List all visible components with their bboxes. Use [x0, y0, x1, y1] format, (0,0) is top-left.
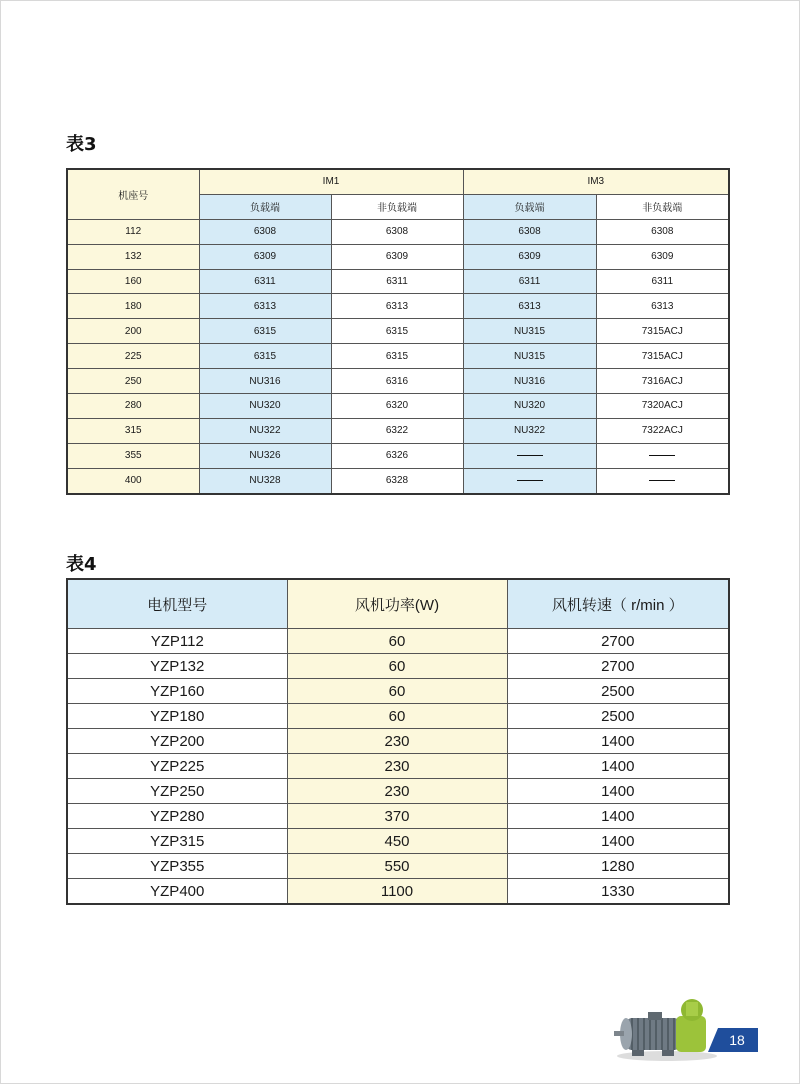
table-row — [67, 704, 729, 729]
table-cell: 6311 — [331, 269, 463, 294]
table-cell: 6309 — [199, 244, 331, 269]
dash-mark — [517, 455, 543, 456]
table-cell: NU316 — [199, 369, 331, 394]
table-cell: YZP280 — [67, 804, 287, 829]
table-row — [67, 394, 729, 419]
header-im1-nonload: 非负载端 — [331, 194, 463, 219]
table-cell: 7316ACJ — [596, 369, 729, 394]
table4-title: 表4 — [66, 554, 97, 575]
table-row — [67, 729, 729, 754]
table-cell: 6328 — [331, 468, 463, 493]
table-cell: 2500 — [507, 704, 729, 729]
table-cell: 370 — [287, 804, 507, 829]
table-cell: 6315 — [199, 319, 331, 344]
table-cell: 1400 — [507, 829, 729, 854]
table-cell: NU320 — [463, 394, 596, 419]
table-row — [67, 679, 729, 704]
table-cell: 550 — [287, 854, 507, 879]
table-row — [67, 854, 729, 879]
table-cell: 315 — [67, 418, 199, 443]
table-cell: 6313 — [199, 294, 331, 319]
table-cell: 225 — [67, 344, 199, 369]
table-cell: 60 — [287, 629, 507, 654]
table-cell: YZP315 — [67, 829, 287, 854]
table-cell: 6315 — [331, 344, 463, 369]
table-cell: 450 — [287, 829, 507, 854]
table-cell: YZP200 — [67, 729, 287, 754]
table-cell: 1400 — [507, 729, 729, 754]
page-number: 18 — [729, 1032, 745, 1048]
table-cell: 250 — [67, 369, 199, 394]
table-cell — [596, 443, 729, 468]
table-cell: NU315 — [463, 344, 596, 369]
table-cell: 6308 — [199, 219, 331, 244]
table-row — [67, 779, 729, 804]
table-cell: 1100 — [287, 879, 507, 905]
table-cell: 6309 — [596, 244, 729, 269]
table-row — [67, 319, 729, 344]
table-cell: 6326 — [331, 443, 463, 468]
table-cell: YZP160 — [67, 679, 287, 704]
header-im3-load: 负载端 — [463, 194, 596, 219]
table-cell: 2700 — [507, 654, 729, 679]
table-row — [67, 418, 729, 443]
table-row — [67, 244, 729, 269]
table-cell: 6315 — [199, 344, 331, 369]
table-cell: 2500 — [507, 679, 729, 704]
table-cell: 60 — [287, 704, 507, 729]
table-row — [67, 829, 729, 854]
header-im3-nonload: 非负载端 — [596, 194, 729, 219]
dash-mark — [517, 480, 543, 481]
table-cell: YZP180 — [67, 704, 287, 729]
table-cell: 6311 — [596, 269, 729, 294]
table-cell: 200 — [67, 319, 199, 344]
header-im3: IM3 — [463, 169, 729, 194]
table-cell: NU326 — [199, 443, 331, 468]
table-cell: 230 — [287, 729, 507, 754]
table-cell: 7315ACJ — [596, 344, 729, 369]
table-cell: NU322 — [463, 418, 596, 443]
table-cell: 6311 — [463, 269, 596, 294]
table-cell: 1400 — [507, 779, 729, 804]
table4 — [66, 578, 730, 905]
table-cell: 6309 — [331, 244, 463, 269]
table-row — [67, 344, 729, 369]
table-cell: NU316 — [463, 369, 596, 394]
header-im1-load: 负载端 — [199, 194, 331, 219]
table-cell: 280 — [67, 394, 199, 419]
table-cell: YZP400 — [67, 879, 287, 905]
table-cell: 1400 — [507, 754, 729, 779]
header-frame: 机座号 — [67, 169, 199, 219]
dash-mark — [649, 480, 675, 481]
table-row — [67, 443, 729, 468]
table-cell: 132 — [67, 244, 199, 269]
table-cell: 6315 — [331, 319, 463, 344]
table-cell: 230 — [287, 754, 507, 779]
header-im1: IM1 — [199, 169, 463, 194]
table-cell: 7320ACJ — [596, 394, 729, 419]
table-cell: 6308 — [596, 219, 729, 244]
table-cell: YZP250 — [67, 779, 287, 804]
table-row — [67, 654, 729, 679]
table-cell: YZP132 — [67, 654, 287, 679]
table-cell: 6308 — [463, 219, 596, 244]
header-fan-speed: 风机转速（ r/min ） — [507, 579, 729, 629]
header-fan-power: 风机功率(W) — [287, 579, 507, 629]
table-cell: 2700 — [507, 629, 729, 654]
header-model: 电机型号 — [67, 579, 287, 629]
table-cell: 6313 — [463, 294, 596, 319]
table-cell: 60 — [287, 679, 507, 704]
table-cell: NU320 — [199, 394, 331, 419]
table-cell: 7322ACJ — [596, 418, 729, 443]
table-cell: 112 — [67, 219, 199, 244]
table-cell: 6313 — [331, 294, 463, 319]
table-cell: 6322 — [331, 418, 463, 443]
table-cell: NU315 — [463, 319, 596, 344]
table-cell: 6311 — [199, 269, 331, 294]
table-row — [67, 754, 729, 779]
table-cell: 1400 — [507, 804, 729, 829]
table-cell — [463, 468, 596, 493]
table-row — [67, 629, 729, 654]
table-cell: 355 — [67, 443, 199, 468]
table-row — [67, 269, 729, 294]
table-row — [67, 879, 729, 905]
table-cell: NU322 — [199, 418, 331, 443]
table-row — [67, 294, 729, 319]
table3 — [66, 168, 730, 495]
table-cell: 6316 — [331, 369, 463, 394]
table-cell: YZP225 — [67, 754, 287, 779]
table-cell: 1280 — [507, 854, 729, 879]
table3-title: 表3 — [66, 134, 97, 155]
table-cell — [463, 443, 596, 468]
table-cell: 7315ACJ — [596, 319, 729, 344]
table-cell: 180 — [67, 294, 199, 319]
table-row — [67, 219, 729, 244]
table-cell: 60 — [287, 654, 507, 679]
table-cell: 6308 — [331, 219, 463, 244]
dash-mark — [649, 455, 675, 456]
table-cell: 230 — [287, 779, 507, 804]
table-cell: YZP112 — [67, 629, 287, 654]
table-row — [67, 369, 729, 394]
table-row — [67, 804, 729, 829]
table-cell: 6313 — [596, 294, 729, 319]
motor-icon — [612, 996, 722, 1062]
table-cell: 400 — [67, 468, 199, 493]
table-cell: YZP355 — [67, 854, 287, 879]
table-cell: NU328 — [199, 468, 331, 493]
table-row — [67, 468, 729, 493]
table-cell: 1330 — [507, 879, 729, 905]
table-cell: 6309 — [463, 244, 596, 269]
table-cell: 160 — [67, 269, 199, 294]
table-cell — [596, 468, 729, 493]
table-cell: 6320 — [331, 394, 463, 419]
